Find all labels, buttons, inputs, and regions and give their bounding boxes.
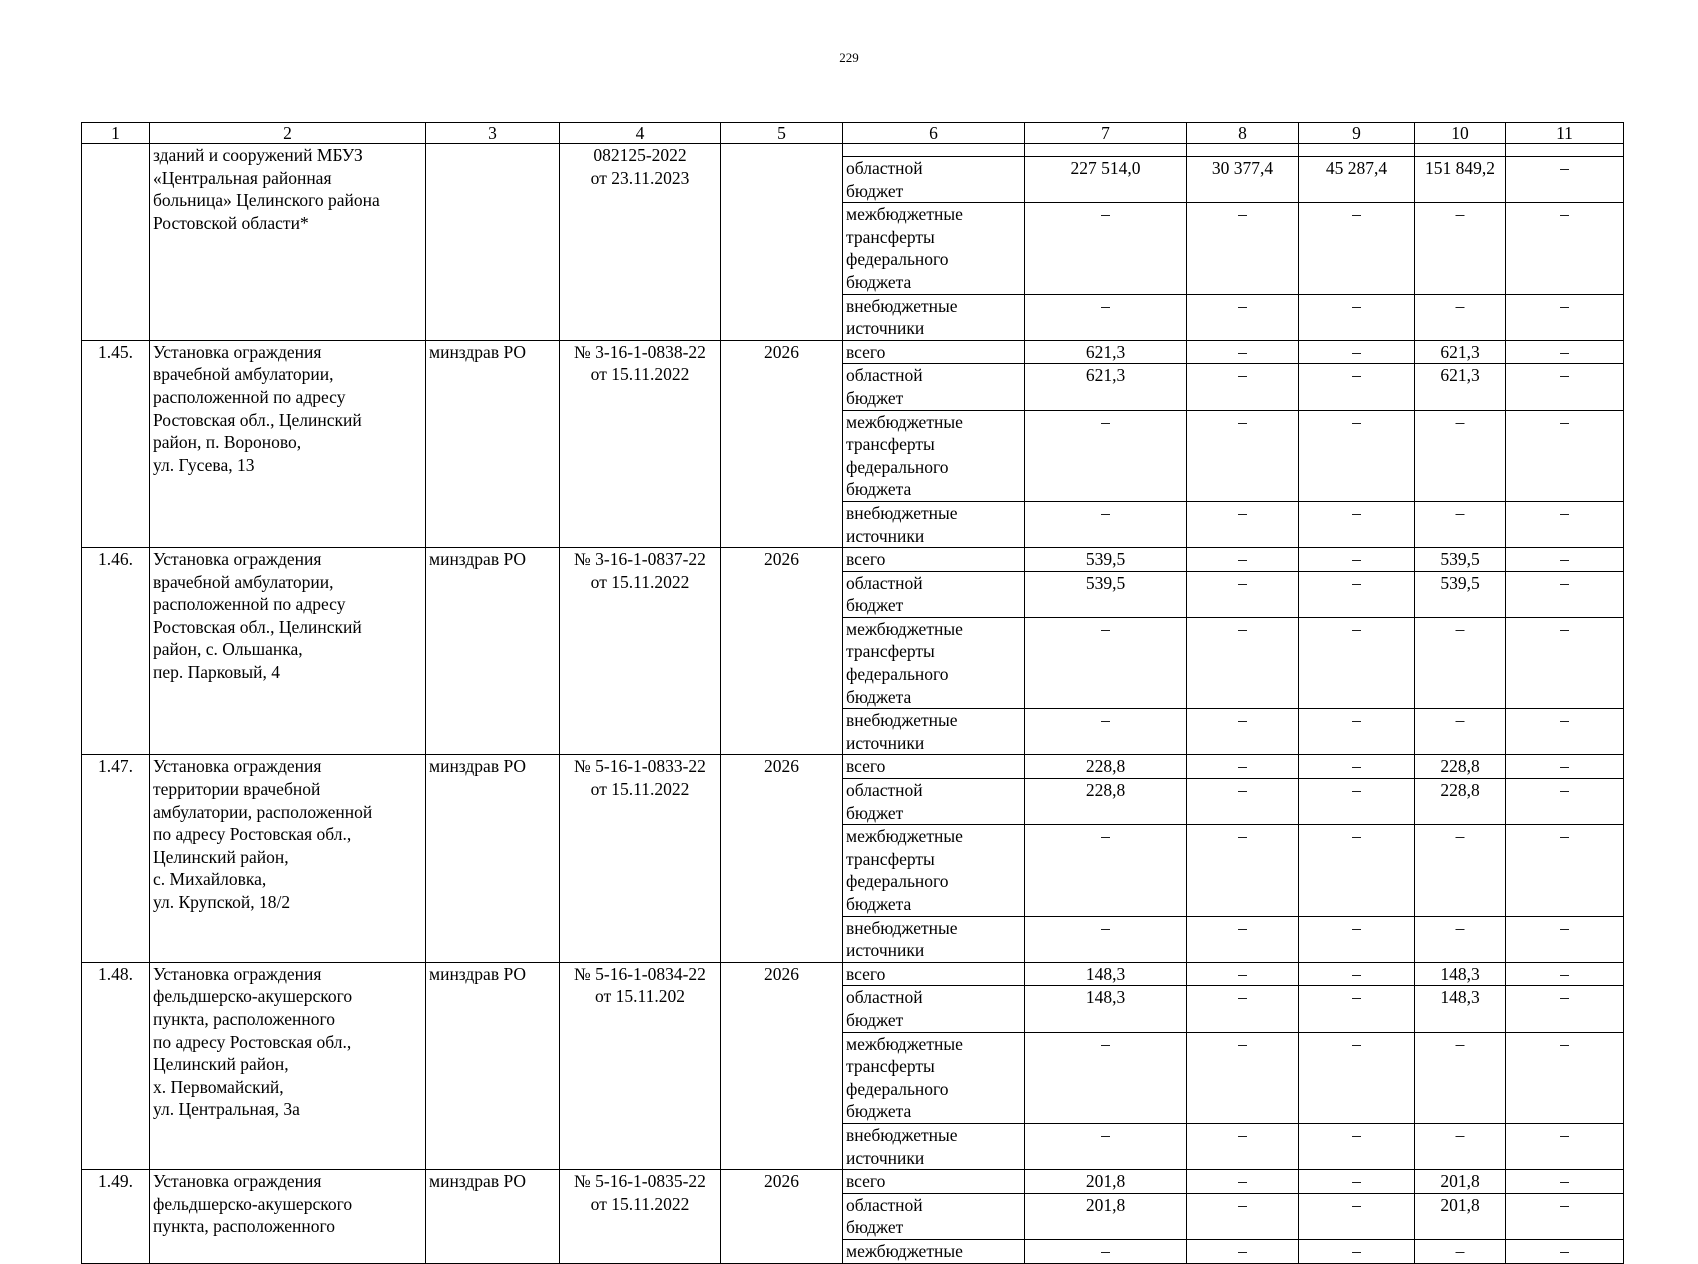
value-col-11: –	[1506, 617, 1624, 708]
entry-description	[150, 340, 426, 547]
value-col-9: 45 287,4	[1299, 157, 1415, 203]
entry-description-line: Установка ограждения	[153, 963, 322, 984]
value-col-10: 148,3	[1415, 986, 1506, 1032]
value-col-11: –	[1506, 962, 1624, 986]
funding-source-label: всего	[843, 1170, 1025, 1194]
value-col-7: 621,3	[1025, 364, 1187, 410]
funding-source-label-line: внебюджетные	[846, 1124, 958, 1145]
funding-source-label-line: межбюджетные	[846, 411, 963, 432]
value-col-10: 621,3	[1415, 364, 1506, 410]
funding-source-label	[843, 157, 1025, 203]
value-col-9: –	[1299, 1170, 1415, 1194]
entry-description-line: пункта, расположенного	[153, 1216, 335, 1237]
funding-source-label-line: бюджет	[846, 1217, 904, 1238]
entry-description-line: зданий и сооружений МБУЗ	[153, 145, 363, 165]
column-header: 1	[82, 123, 150, 144]
table-body	[82, 144, 1624, 1264]
entry-organization: минздрав РО	[426, 962, 560, 1169]
value-col-9: –	[1299, 1239, 1415, 1263]
entry-organization: минздрав РО	[426, 1170, 560, 1263]
value-col-7: 539,5	[1025, 571, 1187, 617]
entry-document	[560, 1170, 721, 1263]
entry-description-line: Ростовская обл., Целинский	[153, 409, 362, 430]
entry-description-line: Ростовская обл., Целинский	[153, 616, 362, 637]
value-col-9: –	[1299, 1032, 1415, 1123]
value-col-7: –	[1025, 1123, 1187, 1169]
entry-description-line: Целинский район,	[153, 1054, 289, 1075]
entry-organization: минздрав РО	[426, 548, 560, 755]
value-col-10: 201,8	[1415, 1170, 1506, 1194]
value-col-9: –	[1299, 364, 1415, 410]
value-col-7: –	[1025, 294, 1187, 340]
funding-source-label: всего	[843, 962, 1025, 986]
funding-source-label-line: трансферты	[846, 1056, 935, 1077]
value-col-9: –	[1299, 709, 1415, 755]
empty-cell	[1506, 144, 1624, 157]
funding-source-label-line: федерального	[846, 249, 949, 270]
value-col-10: 228,8	[1415, 755, 1506, 779]
funding-source-label-line: федерального	[846, 664, 949, 685]
entry-description-line: Установка ограждения	[153, 1171, 322, 1192]
funding-source-label-line: бюджет	[846, 802, 904, 823]
entry-description-line: фельдшерско-акушерского	[153, 986, 353, 1007]
value-col-7: –	[1025, 709, 1187, 755]
entry-description	[150, 144, 426, 341]
value-col-9: –	[1299, 571, 1415, 617]
entry-description-line: район, с. Ольшанка,	[153, 639, 303, 660]
funding-source-label-line: областной	[846, 1194, 923, 1215]
entry-number: 1.47.	[82, 755, 150, 962]
table-row	[82, 755, 1624, 779]
value-col-9: –	[1299, 986, 1415, 1032]
funding-source-label-line: межбюджетные	[846, 618, 963, 639]
entry-description-line: Установка ограждения	[153, 756, 322, 777]
entry-description-line: Установка ограждения	[153, 549, 322, 570]
value-col-8: –	[1187, 1123, 1299, 1169]
funding-source-label-line: источники	[846, 940, 925, 961]
funding-source-label-line: межбюджетные	[846, 1033, 963, 1054]
value-col-8: 30 377,4	[1187, 157, 1299, 203]
entry-document-line: № 5-16-1-0835-22	[574, 1171, 706, 1192]
funding-source-label: межбюджетные	[843, 1239, 1025, 1263]
entry-number: 1.46.	[82, 548, 150, 755]
entry-description-line: с. Михайловка,	[153, 869, 267, 890]
funding-source-label-line: областной	[846, 365, 923, 386]
budget-table	[81, 122, 1624, 1264]
funding-source-label	[843, 779, 1025, 825]
entry-document-line: № 5-16-1-0834-22	[574, 963, 706, 984]
funding-source-label	[843, 916, 1025, 962]
value-col-11: –	[1506, 410, 1624, 501]
entry-document-line: от 15.11.2022	[590, 571, 690, 592]
funding-source-label	[843, 1032, 1025, 1123]
value-col-9: –	[1299, 916, 1415, 962]
entry-document	[560, 340, 721, 547]
value-col-9: –	[1299, 410, 1415, 501]
funding-source-label-line: бюджета	[846, 894, 912, 914]
value-col-11: –	[1506, 916, 1624, 962]
funding-source-label: всего	[843, 340, 1025, 364]
funding-source-label-line: бюджет	[846, 387, 904, 408]
funding-source-label	[843, 501, 1025, 547]
value-col-9: –	[1299, 617, 1415, 708]
value-col-9: –	[1299, 294, 1415, 340]
page-number: 229	[839, 50, 859, 65]
entry-year: 2026	[721, 755, 843, 962]
value-col-10: –	[1415, 203, 1506, 294]
value-col-7: –	[1025, 1032, 1187, 1123]
entry-description-line: пер. Парковый, 4	[153, 662, 281, 683]
value-col-9: –	[1299, 340, 1415, 364]
entry-document-line: № 3-16-1-0838-22	[574, 341, 706, 362]
table-row	[82, 340, 1624, 364]
entry-organization	[426, 144, 560, 341]
value-col-8: –	[1187, 410, 1299, 501]
value-col-10: –	[1415, 916, 1506, 962]
funding-source-label	[843, 203, 1025, 294]
funding-source-label: всего	[843, 755, 1025, 779]
value-col-10: –	[1415, 825, 1506, 916]
funding-source-label-line: бюджета	[846, 686, 912, 707]
entry-description-line: расположенной по адресу	[153, 386, 346, 407]
column-header: 6	[843, 123, 1025, 144]
funding-source-label-line: областной	[846, 780, 923, 801]
value-col-8: –	[1187, 779, 1299, 825]
entry-description	[150, 962, 426, 1169]
value-col-11: –	[1506, 825, 1624, 916]
value-col-7: 539,5	[1025, 548, 1187, 572]
value-col-11: –	[1506, 203, 1624, 294]
value-col-8: –	[1187, 986, 1299, 1032]
entry-document-line: от 23.11.2023	[590, 167, 690, 188]
entry-description	[150, 755, 426, 962]
value-col-10: –	[1415, 1032, 1506, 1123]
value-col-8: –	[1187, 1032, 1299, 1123]
entry-description-line: пункта, расположенного	[153, 1008, 335, 1029]
funding-source-label-line: трансферты	[846, 226, 935, 247]
value-col-7: –	[1025, 501, 1187, 547]
value-col-11: –	[1506, 1239, 1624, 1263]
funding-source-label-line: внебюджетные	[846, 502, 958, 523]
entry-document	[560, 755, 721, 962]
entry-description	[150, 548, 426, 755]
value-col-9: –	[1299, 203, 1415, 294]
entry-document-line: № 5-16-1-0833-22	[574, 756, 706, 777]
entry-description-line: х. Первомайский,	[153, 1076, 284, 1097]
value-col-11: –	[1506, 294, 1624, 340]
entry-document-line: № 3-16-1-0837-22	[574, 549, 706, 570]
funding-source-label	[843, 709, 1025, 755]
value-col-8: –	[1187, 962, 1299, 986]
funding-source-label	[843, 294, 1025, 340]
entry-year: 2026	[721, 1170, 843, 1263]
column-header: 7	[1025, 123, 1187, 144]
value-col-7: –	[1025, 203, 1187, 294]
entry-description-line: больница» Целинского района	[153, 190, 380, 211]
value-col-8: –	[1187, 1193, 1299, 1239]
entry-description-line: Целинский район,	[153, 846, 289, 867]
value-col-7: 148,3	[1025, 962, 1187, 986]
entry-document-line: от 15.11.2022	[590, 364, 690, 385]
entry-number: 1.45.	[82, 340, 150, 547]
value-col-10: –	[1415, 410, 1506, 501]
value-col-11: –	[1506, 1123, 1624, 1169]
entry-document	[560, 962, 721, 1169]
value-col-8: –	[1187, 571, 1299, 617]
funding-source-label-line: источники	[846, 732, 925, 753]
value-col-7: 148,3	[1025, 986, 1187, 1032]
value-col-8: –	[1187, 916, 1299, 962]
value-col-8: –	[1187, 548, 1299, 572]
funding-source-label-line: внебюджетные	[846, 295, 958, 316]
value-col-8: –	[1187, 364, 1299, 410]
value-col-9: –	[1299, 501, 1415, 547]
funding-source-label-line: бюджета	[846, 479, 912, 500]
value-col-7: –	[1025, 825, 1187, 916]
entry-description	[150, 1170, 426, 1263]
funding-source-label-line: трансферты	[846, 434, 935, 455]
funding-source-label-line: источники	[846, 525, 925, 546]
funding-source-label-line: источники	[846, 318, 925, 339]
value-col-8: –	[1187, 203, 1299, 294]
column-header: 2	[150, 123, 426, 144]
column-header-row	[82, 123, 1624, 144]
funding-source-label-line: внебюджетные	[846, 710, 958, 731]
funding-source-label	[843, 364, 1025, 410]
table-row	[82, 962, 1624, 986]
entry-description-line: территории врачебной	[153, 779, 321, 800]
value-col-11: –	[1506, 340, 1624, 364]
entry-year: 2026	[721, 962, 843, 1169]
funding-source-label: всего	[843, 548, 1025, 572]
funding-source-label-line: областной	[846, 572, 923, 593]
entry-description-line: Ростовской области*	[153, 212, 309, 233]
entry-document	[560, 144, 721, 341]
funding-source-label-line: бюджет	[846, 595, 904, 616]
value-col-10: –	[1415, 617, 1506, 708]
value-col-10: 621,3	[1415, 340, 1506, 364]
value-col-8: –	[1187, 340, 1299, 364]
value-col-10: –	[1415, 1239, 1506, 1263]
entry-document-line: 082125-2022	[593, 145, 687, 165]
entry-description-line: расположенной по адресу	[153, 594, 346, 615]
value-col-10: 151 849,2	[1415, 157, 1506, 203]
entry-description-line: по адресу Ростовская обл.,	[153, 824, 352, 845]
value-col-9: –	[1299, 755, 1415, 779]
funding-source-label	[843, 617, 1025, 708]
value-col-8: –	[1187, 617, 1299, 708]
value-col-9: –	[1299, 548, 1415, 572]
entry-number: 1.48.	[82, 962, 150, 1169]
value-col-7: 227 514,0	[1025, 157, 1187, 203]
entry-description-line: врачебной амбулатории,	[153, 571, 334, 592]
value-col-9: –	[1299, 779, 1415, 825]
entry-description-line: фельдшерско-акушерского	[153, 1193, 353, 1214]
value-col-11: –	[1506, 986, 1624, 1032]
value-col-9: –	[1299, 1123, 1415, 1169]
funding-source-label	[843, 571, 1025, 617]
funding-source-label	[843, 1123, 1025, 1169]
empty-cell	[843, 144, 1025, 157]
empty-cell	[1187, 144, 1299, 157]
value-col-10: 201,8	[1415, 1193, 1506, 1239]
funding-source-label-line: федерального	[846, 456, 949, 477]
value-col-11: –	[1506, 755, 1624, 779]
value-col-7: 201,8	[1025, 1193, 1187, 1239]
funding-source-label-line: бюджета	[846, 271, 912, 292]
funding-source-label-line: бюджет	[846, 180, 904, 201]
entry-description-line: ул. Крупской, 18/2	[153, 892, 291, 912]
funding-source-label-line: трансферты	[846, 848, 935, 869]
entry-description-line: ул. Центральная, 3а	[153, 1099, 300, 1120]
entry-description-line: Установка ограждения	[153, 341, 322, 362]
value-col-11: –	[1506, 571, 1624, 617]
table-row	[82, 548, 1624, 572]
value-col-8: –	[1187, 294, 1299, 340]
value-col-7: –	[1025, 410, 1187, 501]
entry-description-line: район, п. Вороново,	[153, 432, 302, 453]
value-col-11: –	[1506, 1193, 1624, 1239]
entry-organization: минздрав РО	[426, 755, 560, 962]
entry-document-line: от 15.11.2022	[590, 1193, 690, 1214]
funding-source-label-line: межбюджетные	[846, 204, 963, 225]
value-col-7: –	[1025, 916, 1187, 962]
value-col-11: –	[1506, 1032, 1624, 1123]
value-col-10: 539,5	[1415, 548, 1506, 572]
entry-year: 2026	[721, 548, 843, 755]
entry-description-line: «Центральная районная	[153, 167, 332, 188]
value-col-10: –	[1415, 709, 1506, 755]
column-header: 11	[1506, 123, 1624, 144]
entry-description-line: ул. Гусева, 13	[153, 454, 255, 475]
entry-number	[82, 144, 150, 341]
entry-number: 1.49.	[82, 1170, 150, 1263]
value-col-8: –	[1187, 709, 1299, 755]
entry-document	[560, 548, 721, 755]
column-header: 8	[1187, 123, 1299, 144]
value-col-10: 539,5	[1415, 571, 1506, 617]
empty-cell	[1299, 144, 1415, 157]
funding-source-label-line: федерального	[846, 871, 949, 892]
value-col-11: –	[1506, 709, 1624, 755]
funding-source-label-line: бюджета	[846, 1101, 912, 1122]
table-row	[82, 144, 1624, 157]
value-col-11: –	[1506, 1170, 1624, 1194]
value-col-10: –	[1415, 1123, 1506, 1169]
entry-description-line: по адресу Ростовская обл.,	[153, 1031, 352, 1052]
value-col-10: 228,8	[1415, 779, 1506, 825]
funding-source-label-line: федерального	[846, 1078, 949, 1099]
empty-cell	[1025, 144, 1187, 157]
entry-year: 2026	[721, 340, 843, 547]
value-col-9: –	[1299, 962, 1415, 986]
value-col-11: –	[1506, 157, 1624, 203]
funding-source-label-line: внебюджетные	[846, 917, 958, 938]
value-col-10: –	[1415, 294, 1506, 340]
funding-source-label-line: источники	[846, 1147, 925, 1168]
column-header: 4	[560, 123, 721, 144]
value-col-7: –	[1025, 1239, 1187, 1263]
value-col-11: –	[1506, 548, 1624, 572]
entry-document-line: от 15.11.202	[595, 986, 685, 1007]
value-col-11: –	[1506, 501, 1624, 547]
value-col-8: –	[1187, 825, 1299, 916]
value-col-7: 228,8	[1025, 755, 1187, 779]
table-row	[82, 1170, 1624, 1194]
value-col-9: –	[1299, 825, 1415, 916]
value-col-7: 201,8	[1025, 1170, 1187, 1194]
entry-description-line: врачебной амбулатории,	[153, 364, 334, 385]
value-col-7: –	[1025, 617, 1187, 708]
value-col-10: –	[1415, 501, 1506, 547]
value-col-7: 621,3	[1025, 340, 1187, 364]
funding-source-label-line: трансферты	[846, 641, 935, 662]
value-col-8: –	[1187, 1239, 1299, 1263]
value-col-10: 148,3	[1415, 962, 1506, 986]
value-col-8: –	[1187, 501, 1299, 547]
empty-cell	[1415, 144, 1506, 157]
column-header: 9	[1299, 123, 1415, 144]
funding-source-label-line: межбюджетные	[846, 826, 963, 847]
entry-year	[721, 144, 843, 341]
funding-source-label-line: бюджет	[846, 1009, 904, 1030]
funding-source-label	[843, 825, 1025, 916]
funding-source-label	[843, 410, 1025, 501]
column-header: 3	[426, 123, 560, 144]
funding-source-label-line: областной	[846, 158, 923, 178]
column-header: 5	[721, 123, 843, 144]
funding-source-label	[843, 1193, 1025, 1239]
entry-description-line: амбулатории, расположенной	[153, 801, 373, 822]
entry-document-line: от 15.11.2022	[590, 779, 690, 800]
value-col-7: 228,8	[1025, 779, 1187, 825]
value-col-9: –	[1299, 1193, 1415, 1239]
value-col-11: –	[1506, 779, 1624, 825]
funding-source-label	[843, 986, 1025, 1032]
value-col-8: –	[1187, 1170, 1299, 1194]
value-col-8: –	[1187, 755, 1299, 779]
funding-source-label-line: областной	[846, 987, 923, 1008]
column-header: 10	[1415, 123, 1506, 144]
entry-organization: минздрав РО	[426, 340, 560, 547]
value-col-11: –	[1506, 364, 1624, 410]
